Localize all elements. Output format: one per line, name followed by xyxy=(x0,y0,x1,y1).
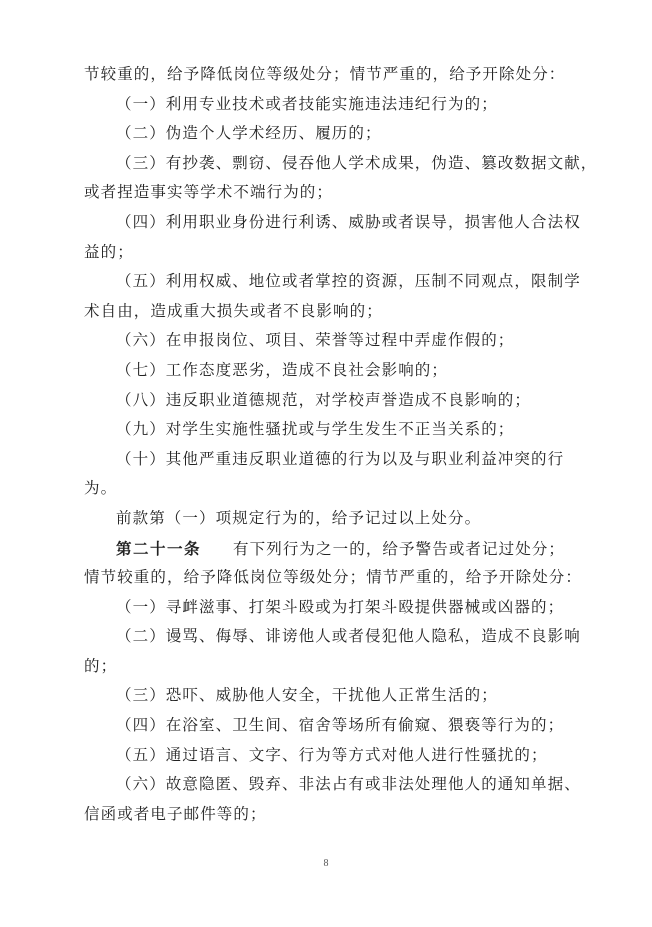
a21-clause-3: （三）恐吓、威胁他人安全，干扰他人正常生活的； xyxy=(116,686,498,705)
clause-4: （四）利用职业身份进行利诱、威胁或者误导，损害他人合法权 xyxy=(116,212,581,231)
article-heading: 第二十一条 xyxy=(116,538,202,558)
clause-10-cont: 为。 xyxy=(84,479,118,498)
clause-2: （二）伪造个人学术经历、履历的； xyxy=(116,124,382,143)
clause-9: （九）对学生实施性骚扰或与学生发生不正当关系的； xyxy=(116,420,515,439)
clause-3: （三）有抄袭、剽窃、侵吞他人学术成果，伪造、篡改数据文献， xyxy=(116,153,598,172)
article-21-intro xyxy=(84,534,574,564)
clause-10: （十）其他严重违反职业道德的行为以及与职业利益冲突的行 xyxy=(116,449,565,468)
clause-4-cont: 益的； xyxy=(84,242,134,261)
a21-clause-2-cont: 的； xyxy=(84,656,118,675)
article-21-text: 有下列行为之一的，给予警告或者记过处分； xyxy=(233,539,566,558)
clause-6: （六）在申报岗位、项目、荣誉等过程中弄虚作假的； xyxy=(116,331,515,350)
clause-5: （五）利用权威、地位或者掌控的资源，压制不同观点，限制学 xyxy=(116,272,581,291)
a21-clause-6-cont: 信函或者电子邮件等的； xyxy=(84,804,267,823)
note-line: 前款第（一）项规定行为的，给予记过以上处分。 xyxy=(116,508,482,527)
clause-1: （一）利用专业技术或者技能实施违法违纪行为的； xyxy=(116,94,498,113)
a21-clause-4: （四）在浴室、卫生间、宿舍等场所有偷窥、猥亵等行为的； xyxy=(116,716,565,735)
a21-clause-2: （二）谩骂、侮辱、诽谤他人或者侵犯他人隐私，造成不良影响 xyxy=(116,627,581,646)
a21-clause-6: （六）故意隐匿、毁弃、非法占有或非法处理他人的通知单据、 xyxy=(116,775,581,794)
article-21-cont: 情节较重的，给予降低岗位等级处分；情节严重的，给予开除处分： xyxy=(84,568,583,587)
clause-8: （八）违反职业道德规范，对学校声誉造成不良影响的； xyxy=(116,390,532,409)
clause-3-cont: 或者捏造事实等学术不端行为的； xyxy=(84,183,334,202)
page-number: 8 xyxy=(323,858,329,869)
document-body xyxy=(84,60,598,829)
a21-clause-5: （五）通过语言、文字、行为等方式对他人进行性骚扰的； xyxy=(116,745,548,764)
clause-5-cont: 术自由，造成重大损失或者不良影响的； xyxy=(84,301,383,320)
text-line: 节较重的，给予降低岗位等级处分；情节严重的，给予开除处分： xyxy=(84,65,566,83)
a21-clause-1: （一）寻衅滋事、打架斗殴或为打架斗殴提供器械或凶器的； xyxy=(116,597,565,616)
clause-7: （七）工作态度恶劣，造成不良社会影响的； xyxy=(116,360,449,379)
